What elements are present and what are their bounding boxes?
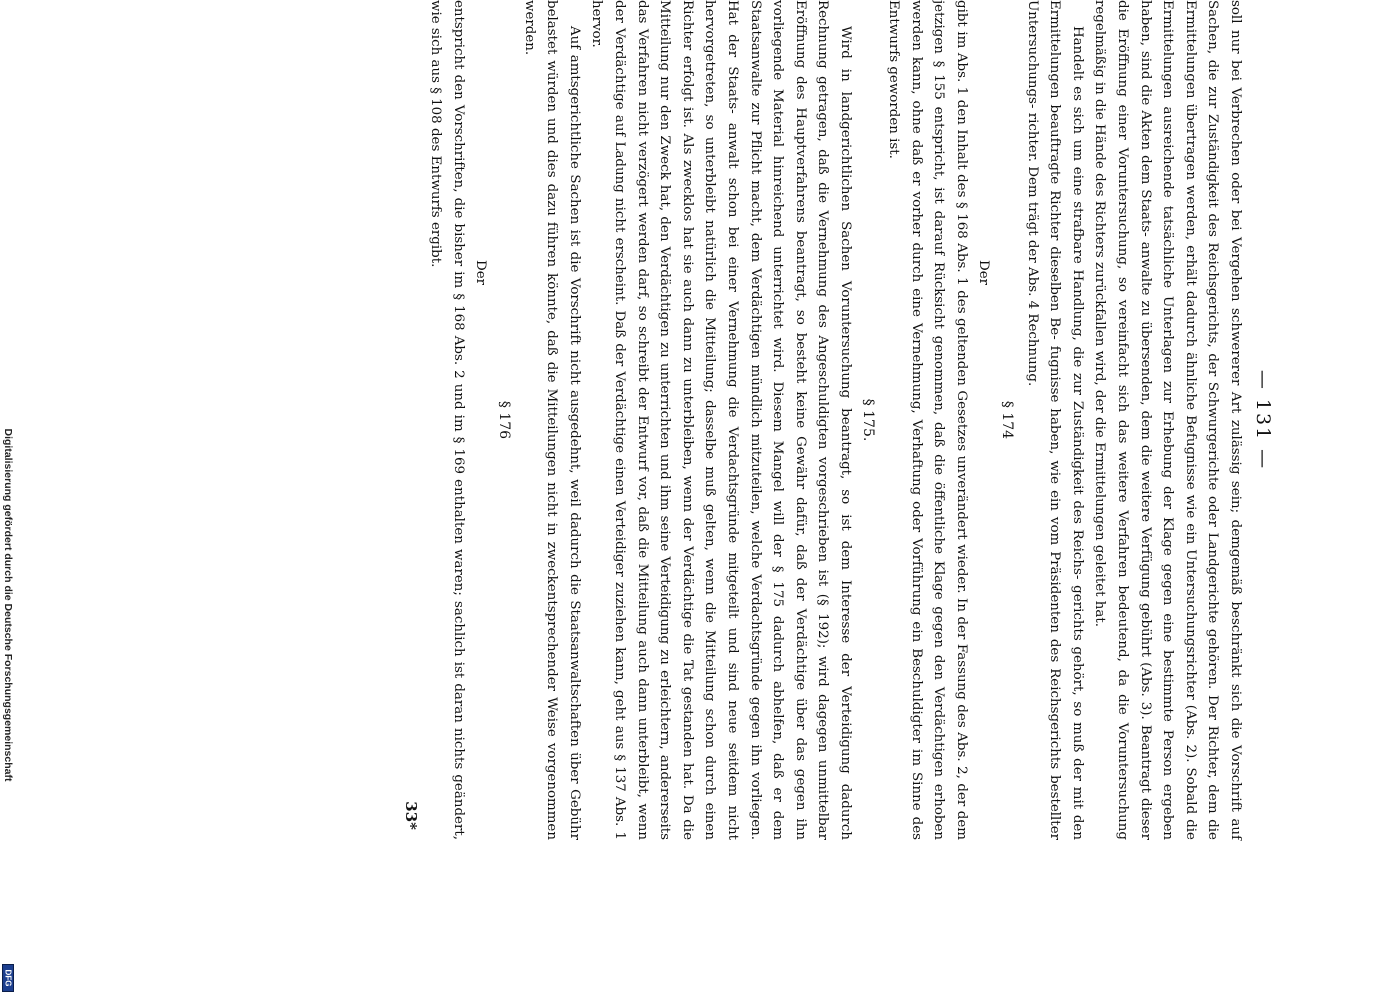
text-line: fugnisse haben, wie ein vom Präsidenten des Reichsgerichts bestellter Untersuchungs-: [1024, 0, 1063, 841]
signature-mark: 33*: [401, 801, 420, 830]
text-line: kann, ohne daß er vorher durch eine Vernehmung, Verhaftung oder Vorführung ein: [908, 56, 924, 643]
text-line: wird, der die Ermittelungen geleitet hat.: [1092, 350, 1108, 628]
dfg-logo: [2, 964, 14, 992]
text-line: beantragt, so besteht keine Gewähr dafür, daß der Verdächtige über das gegen ihn: [792, 230, 808, 840]
text-line: dadurch abhelfen, daß er dem Staatsanwalte zur Pflicht macht, dem Verdächtigen: [747, 0, 786, 840]
text-line: Rücksicht genommen, daß die öffentliche Klage gegen den Verdächtigen erhoben werden: [908, 0, 947, 840]
text-line: Handelt es sich um eine strafbare Handlung, die zur Zuständigkeit des Reichs-: [1069, 26, 1085, 580]
text-line: zuziehen kann, geht aus § 137 Abs. 1 hervor.: [589, 0, 627, 840]
paragraph: [517, 0, 585, 840]
text-line: der Schwurgerichte oder Landgerichte gehören. Der Richter, dem die Ermittelungen: [1182, 0, 1221, 840]
text-line: Wird in landgerichtlichen Sachen Voruntersuchung beantragt, so ist dem Interesse: [837, 26, 853, 644]
section-heading: § 176: [496, 400, 512, 440]
text-line: gerichts gehört, so muß der mit den Ermittelungen beauftragte Richter dieselben Be-: [1047, 0, 1085, 840]
text-line: anwalt schon bei einer Vernehmung die Verdachtsgründe mitgeteilt und sind neue: [724, 122, 740, 734]
text-line: hat sie auch dann zu unterbleiben, wenn der Verdächtige die Tat gestanden hat.: [679, 226, 695, 790]
digitization-credit-text: Digitalisierung gefördert durch die Deutsche Forschungsgemeinschaft: [2, 428, 14, 782]
text-line: der Klage gegen eine bestimmte Person ergeben haben, sind die Akten dem Staats-: [1137, 0, 1176, 841]
text-line: wieder. In der Fassung des Abs. 2, der dem jetzigen § 155 entspricht, ist darauf: [931, 0, 969, 840]
section-lead-word: Der: [976, 260, 992, 286]
paragraph: [1088, 0, 1246, 840]
paragraph: [1020, 0, 1088, 840]
text-line: daß die Mitteilungen nicht in zweckentsprechender Weise vorgenommen werden.: [521, 0, 560, 840]
text-line: gelten, wenn die Mitteilung schon durch einen Richter erfolgt ist. Als zwecklos: [679, 0, 718, 840]
digitization-credit-strip: [0, 0, 16, 1000]
text-line: entspricht den Vorschriften, die bisher im § 168 Abs. 2 und im § 169 enthalten: [450, 0, 466, 544]
dfg-logo-text: DFG: [3, 969, 13, 987]
paragraph: [424, 0, 469, 840]
page-body: [424, 0, 1246, 840]
text-line: mündlich mitzuteilen, welche Verdachtsgründe gegen ihn vorliegen. Hat der Staats-: [724, 0, 763, 840]
text-line: Da die Mitteilung nur den Zweck hat, den Verdächtigen zu unterrichten und ihm: [657, 0, 695, 841]
text-line: der Verteidigung dadurch Rechnung getragen, daß die Vernehmung des Angeschuldigten: [815, 0, 853, 841]
text-line: vorgeschrieben ist (§ 192); wird dagegen unmittelbar Eröffnung des Hauptverfahrens: [792, 0, 831, 840]
text-line: waren; sachlich ist daran nichts geändert, wie sich aus § 108 des Entwurfs ergibt.: [428, 0, 466, 840]
text-line: der Verdächtige auf Ladung nicht erscheint. Daß der Verdächtige einen Verteidiger: [611, 0, 627, 577]
text-line: richter. Dem trägt der Abs. 4 Rechnung.: [1024, 112, 1040, 387]
text-line: die Staatsanwaltschaften über Gebühr belastet würden und dies dazu führen könnte,: [544, 0, 582, 840]
text-line: Auf amtsgerichtliche Sachen ist die Vorschrift nicht ausgedehnt, weil dadurch: [566, 26, 582, 569]
text-line: übertragen werden, erhält dadurch ähnliche Befugnisse wie ein Untersuchungsrichter: [1182, 103, 1198, 700]
text-line: bedeutend, da die Voruntersuchung regelmäßig in die Hände des Richters zurückfallen: [1092, 0, 1131, 840]
text-line: die Eröffnung einer Voruntersuchung, so vereinfacht sich das weitere Verfahren: [1115, 0, 1131, 578]
text-line: gibt im Abs. 1 den Inhalt des § 168 Abs. 1 des geltenden Gesetzes unverändert: [953, 0, 969, 540]
text-line: (Abs. 2). Sobald die Ermittelungen ausreichende tatsächliche Unterlagen zur Erhebung: [1160, 0, 1198, 840]
text-line: beschränkt sich die Vorschrift auf Sachen, die zur Zuständigkeit des Reichsgerichts,: [1205, 0, 1243, 841]
text-line: Beschuldigter im Sinne des Entwurfs geworden ist.: [886, 0, 924, 840]
text-line: seitdem nicht hervorgetreten, so unterbleibt natürlich die Mitteilung; dasselbe muß: [702, 0, 740, 841]
rotated-page-content: [110, 0, 1280, 840]
section-heading: § 175.: [860, 398, 877, 442]
section-lead-word: Der: [473, 260, 489, 286]
paragraph: [882, 0, 972, 840]
text-line: soll nur bei Verbrechen oder bei Vergehen schwererer Art zulässig sein; demgemäß: [1228, 0, 1243, 595]
paragraph: [585, 0, 856, 840]
section-heading: § 174: [999, 400, 1016, 440]
text-line: darf, so schreibt der Entwurf vor, daß die Mitteilung auch dann unterbleibt, wenn: [634, 268, 650, 840]
text-line: anwalte zu übersenden, dem die weitere Verfügung gebührt (Abs. 3). Beantragt dieser: [1137, 241, 1153, 841]
text-line: vorliegende Material hinreichend unterrichtet wird. Diesem Mangel will der § 175: [770, 0, 786, 607]
text-line: seine Verteidigung zu erleichtern, andererseits das Verfahren nicht verzögert werden: [634, 0, 673, 840]
page-header: — 131 —: [1252, 369, 1274, 471]
